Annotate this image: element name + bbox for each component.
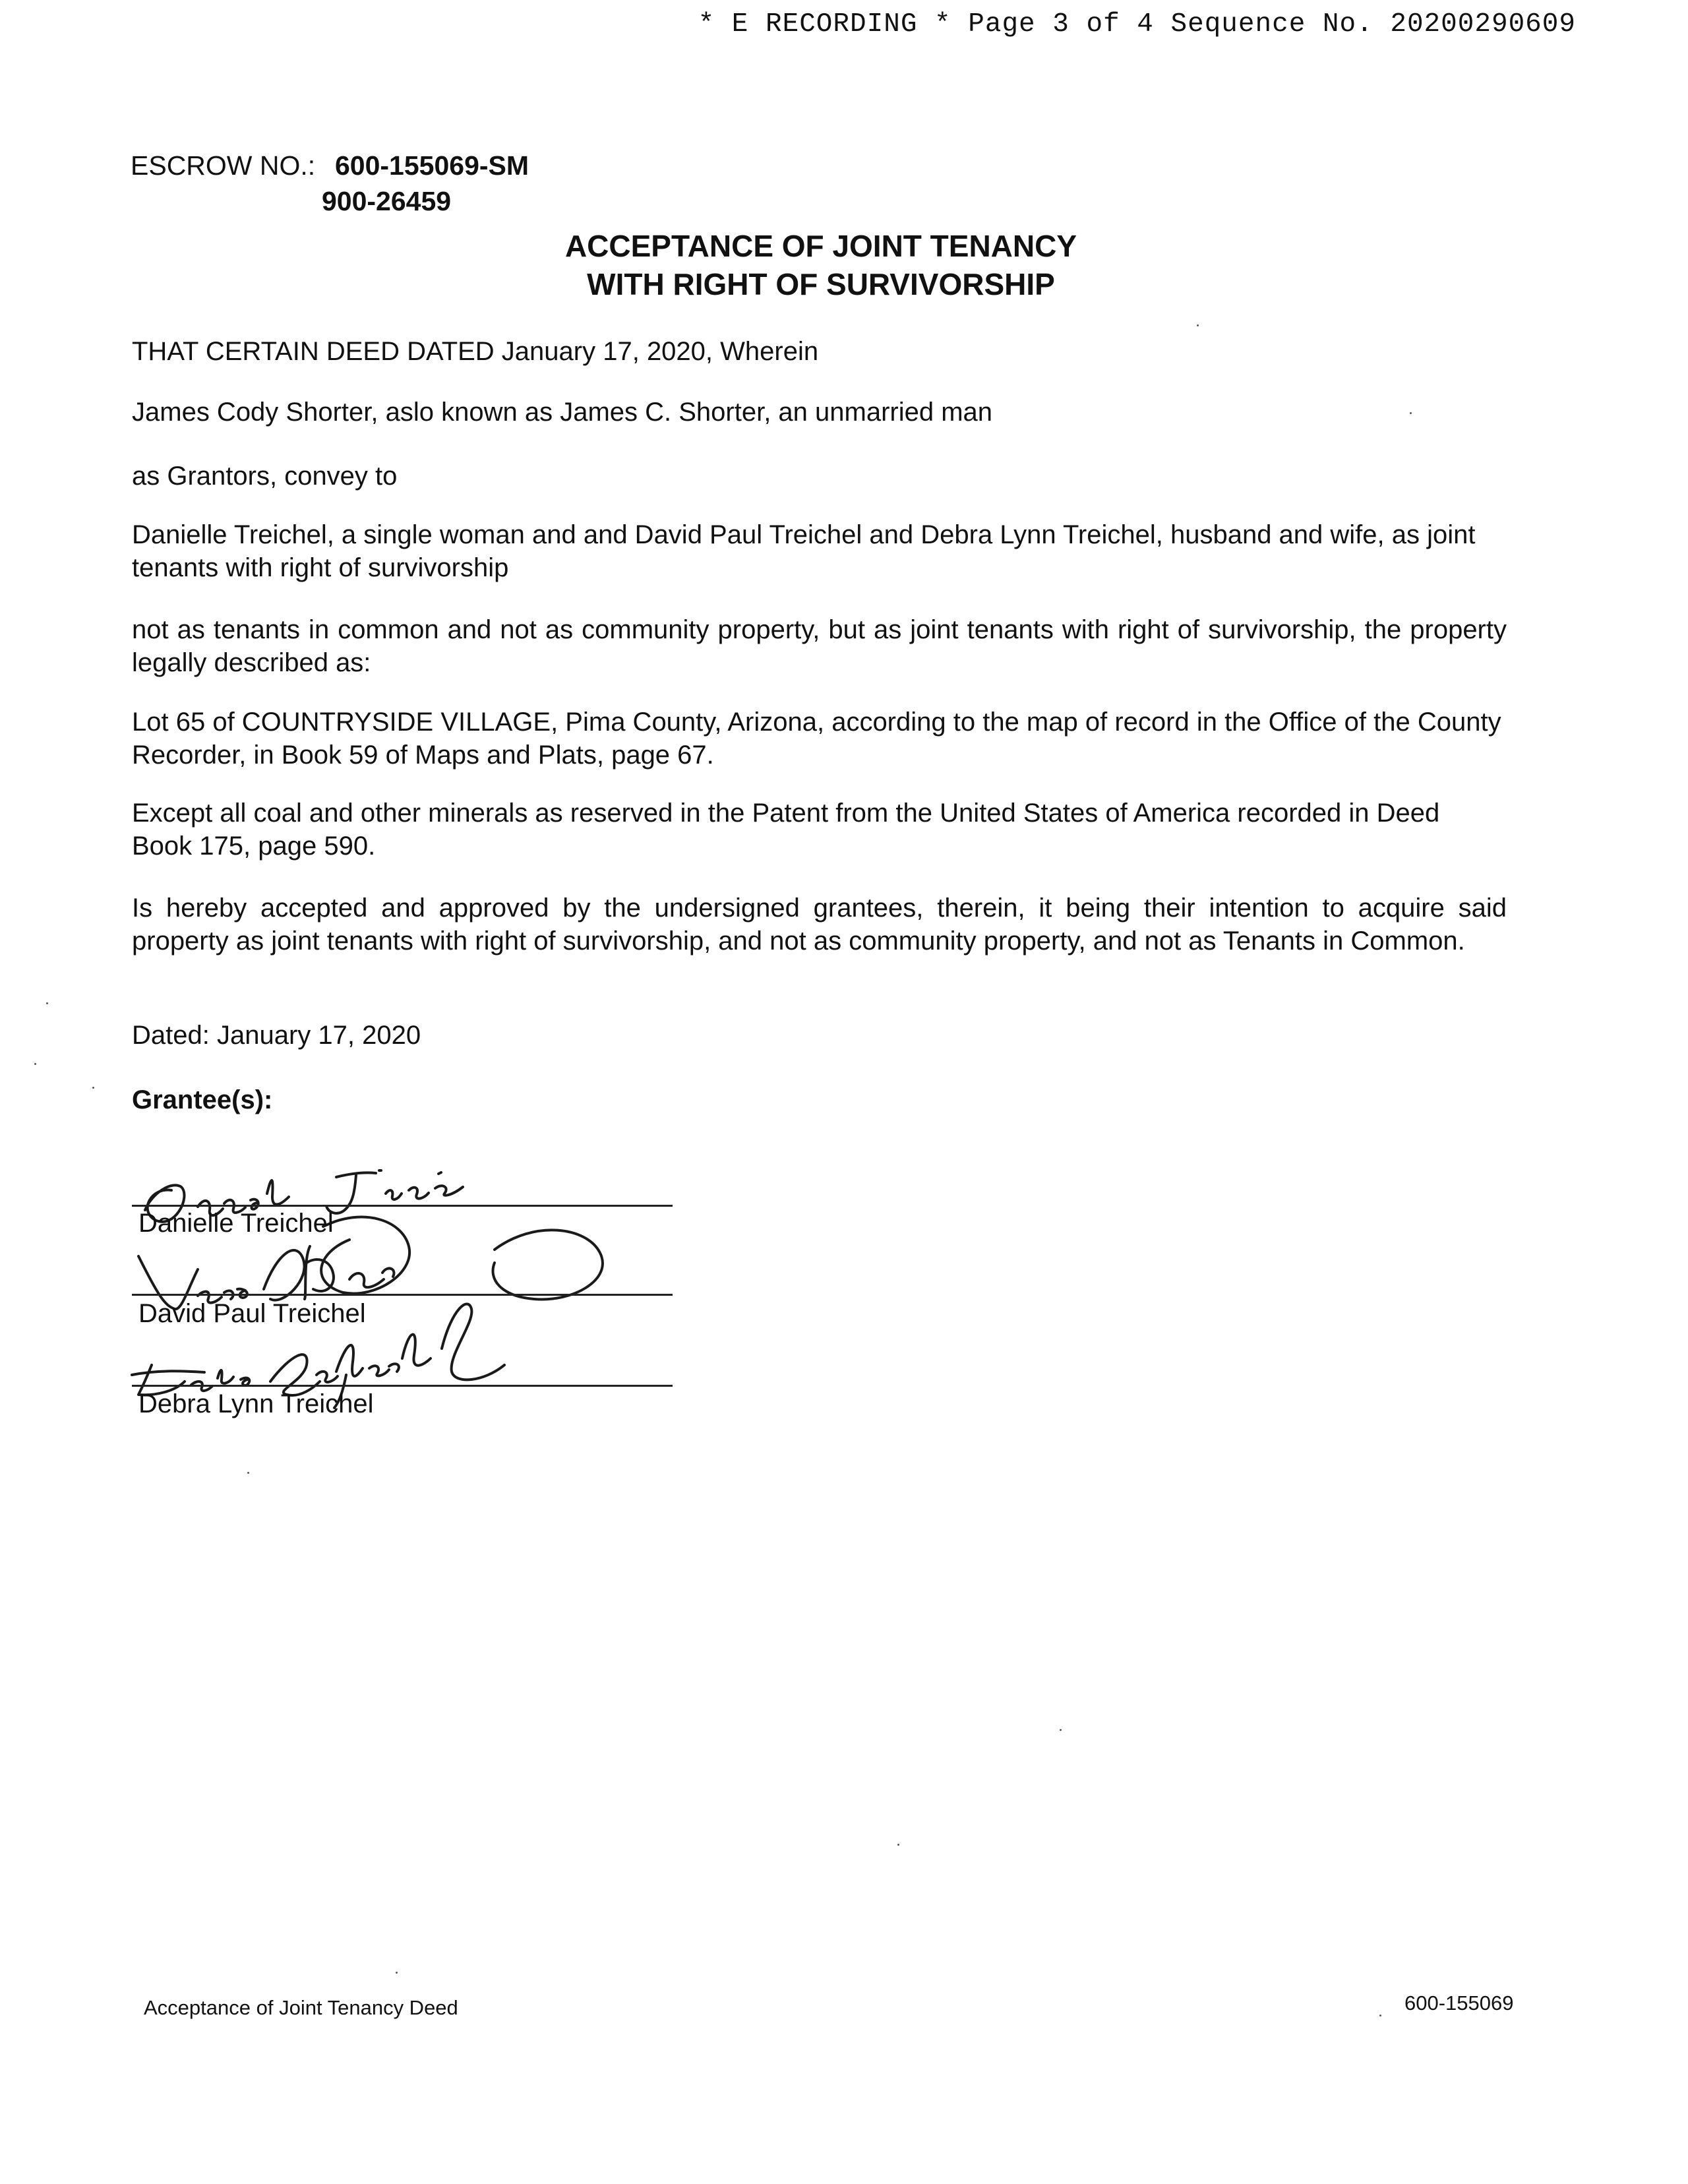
title-line-1: ACCEPTANCE OF JOINT TENANCY <box>564 229 1077 263</box>
dated-line: Dated: January 17, 2020 <box>132 1021 421 1050</box>
exception-paragraph: Except all coal and other minerals as reserved in the Patent from the United States of America recorded in Deed Book 175, page 590. <box>132 799 1440 861</box>
document-title <box>0 227 1642 303</box>
scan-speck <box>1379 2015 1381 2017</box>
scan-speck <box>1197 324 1199 326</box>
grantor-paragraph: James Cody Shorter, aslo known as James C. Shorter, an unmarried man <box>132 398 993 427</box>
grantees-paragraph: Danielle Treichel, a single woman and and David Paul Treichel and Debra Lynn Treichel, husband and wife, as joint tenants with right of survivorship <box>132 520 1476 582</box>
scan-speck <box>897 1844 899 1846</box>
scan-speck <box>247 1472 249 1474</box>
title-line-2: WITH RIGHT OF SURVIVORSHIP <box>587 267 1055 301</box>
scan-speck <box>92 1087 94 1089</box>
convey-paragraph: as Grantors, convey to <box>132 462 398 491</box>
recording-header: * E RECORDING * Page 3 of 4 Sequence No. 20200290609 <box>698 9 1576 40</box>
escrow-number-primary: 600-155069-SM <box>335 150 529 181</box>
signature-line-1 <box>132 1205 673 1207</box>
signature-line-2 <box>132 1294 673 1296</box>
footer-escrow-number: 600-155069 <box>1404 1991 1514 2015</box>
signatory-name-3: Debra Lynn Treichel <box>138 1389 374 1418</box>
scan-speck <box>1410 412 1412 414</box>
footer-document-title: Acceptance of Joint Tenancy Deed <box>144 1996 458 2019</box>
scan-speck <box>396 1972 398 1974</box>
signatory-name-1: Danielle Treichel <box>138 1209 334 1238</box>
signature-line-3 <box>132 1385 673 1387</box>
scan-speck <box>46 1002 48 1004</box>
deed-dated-paragraph: THAT CERTAIN DEED DATED January 17, 2020, Wherein <box>132 337 819 366</box>
legal-description-paragraph: Lot 65 of COUNTRYSIDE VILLAGE, Pima County, Arizona, according to the map of record in the Office of the County Recorder, in Book 59 of Maps and Plats, page 67. <box>132 708 1501 770</box>
signatory-name-2: David Paul Treichel <box>138 1299 366 1328</box>
acceptance-paragraph: Is hereby accepted and approved by the undersigned grantees, therein, it being their intention to acquire said property as joint tenants with right of survivorship, and not as community property, and not as Tenants in Common. <box>132 894 1507 956</box>
tenancy-paragraph: not as tenants in common and not as community property, but as joint tenants with right of survivorship, the property legally described as: <box>132 615 1507 677</box>
escrow-number-block <box>131 150 529 216</box>
escrow-number-secondary: 900-26459 <box>322 186 452 216</box>
grantees-label: Grantee(s): <box>132 1085 273 1114</box>
escrow-label: ESCROW NO.: <box>131 150 316 181</box>
signature-block <box>125 1147 692 1451</box>
scan-speck <box>34 1063 36 1065</box>
scan-speck <box>1060 1729 1062 1731</box>
